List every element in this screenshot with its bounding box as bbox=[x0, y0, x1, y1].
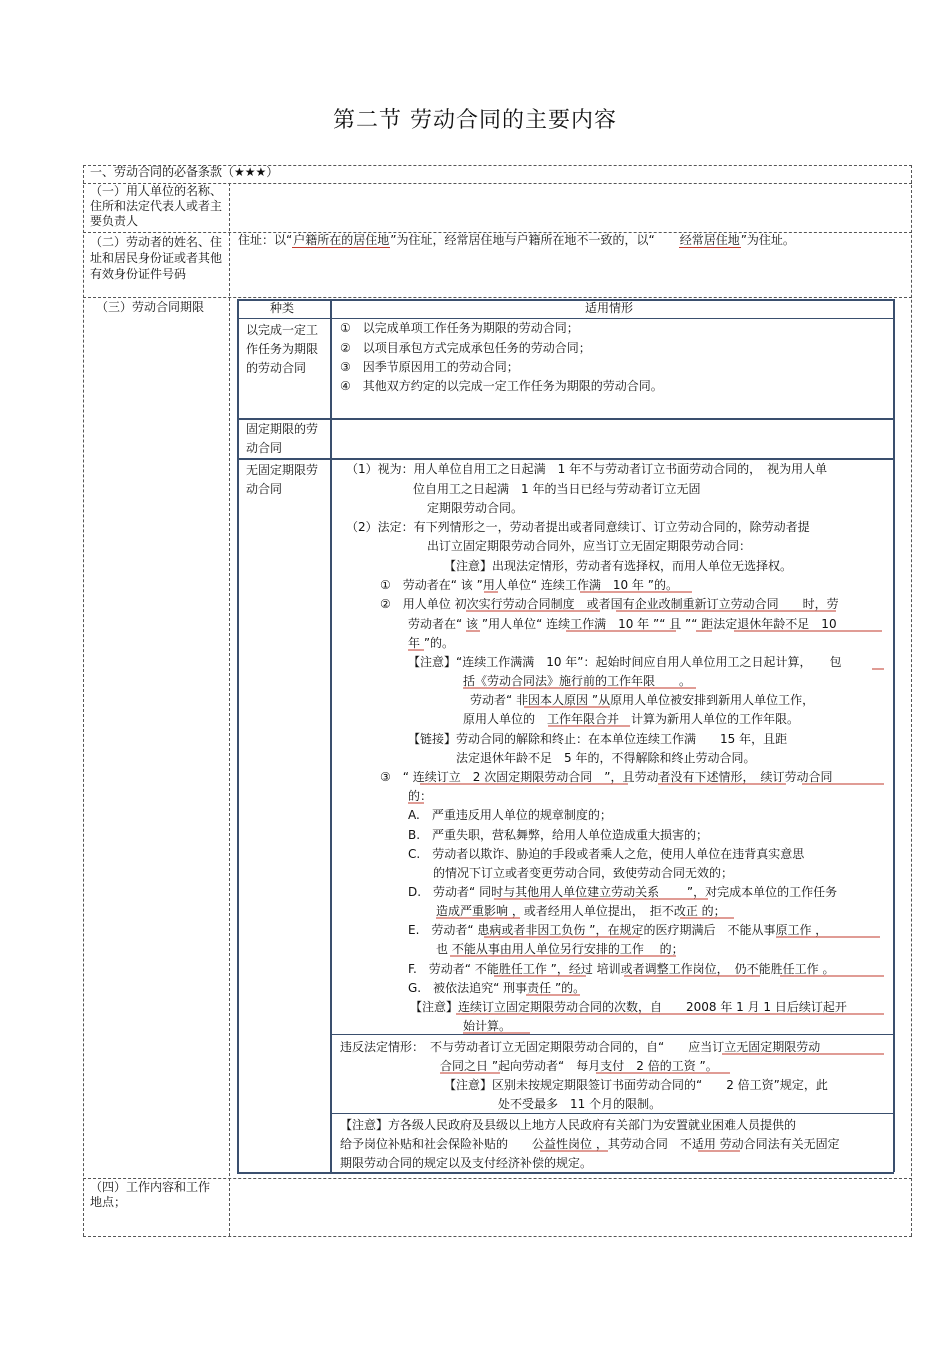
underlined-term: 经常居住地 bbox=[679, 233, 740, 247]
detail-line: 【注意】出现法定情形，劳动者有选择权，而用人单位无选择权。 bbox=[444, 559, 793, 573]
detail-line: 【注意】连续订立固定期限劳动合同的次数，自 2008 年 1 月 1 日后续订起开 bbox=[410, 1000, 847, 1014]
type-fixed-term: 固定期限的劳动合同 bbox=[246, 422, 319, 455]
note-line: 给予岗位补贴和社会保险补贴的 公益性岗位 ，其劳动合同 不适用 劳动合同法有关无固定 bbox=[340, 1137, 840, 1151]
detail-line: 的： bbox=[408, 789, 433, 803]
underlined-term: 户籍所在的居住地 bbox=[293, 233, 390, 247]
detail-line: ② 用人单位 初次实行劳动合同制度 或者国有企业改制重新订立劳动合同 时，劳 bbox=[380, 597, 839, 611]
detail-line: 法定退休年龄不足 5 年的，不得解除和终止劳动合同。 bbox=[456, 751, 756, 765]
violation-line: 合同之日 ”起向劳动者“ 每月支付 2 倍的工资 ”。 bbox=[440, 1059, 718, 1073]
detail-line: 【注意】“连续工作满满 10 年”：起始时间应自用人单位用工之日起计算， 包 bbox=[408, 655, 842, 669]
violation-line: 处不受最多 11 个月的限制。 bbox=[498, 1097, 662, 1111]
detail-line: 也 不能从事由用人单位另行安排的工作 的； bbox=[436, 942, 684, 956]
list-item: ③ 因季节原因用工的劳动合同； bbox=[340, 360, 519, 374]
detail-line: 劳动者在“ 该 ”用人单位“ 连续工作满 10 年 ”“ 且 ”“ 距法定退休年龄不足 10 bbox=[408, 617, 837, 631]
detail-line: F. 劳动者“ 不能胜任工作 ”，经过 培训或者调整工作岗位， 仍不能胜任工作 。 bbox=[408, 962, 835, 976]
section-heading: 一、劳动合同的必备条款（★★★） bbox=[90, 165, 279, 179]
row-content-address: 住址：以“户籍所在的居住地”为住址，经常居住地与户籍所在地不一致的，以“ 经常居住地”为住址。 bbox=[238, 233, 795, 247]
detail-line: B. 严重失职，营私舞弊，给用人单位造成重大损害的； bbox=[408, 828, 709, 842]
detail-line: 年 ”的。 bbox=[408, 636, 455, 650]
row-label-worker: （二）劳动者的姓名、住址和居民身份证或者其他有效身份证件号码 bbox=[90, 235, 223, 281]
detail-line: A. 严重违反用人单位的规章制度的； bbox=[408, 808, 612, 822]
detail-line: ③ “ 连续订立 2 次固定期限劳动合同 ”，且劳动者没有下述情形， 续订劳动合同 bbox=[380, 770, 833, 784]
note-line: 【注意】方各级人民政府及县级以上地方人民政府有关部门为安置就业困难人员提供的 bbox=[340, 1118, 797, 1132]
detail-line: G. 被依法追究“ 刑事责任 ”的。 bbox=[408, 981, 586, 995]
detail-line: 位自用工之日起满 1 年的当日已经与劳动者订立无固 bbox=[413, 482, 701, 496]
detail-line: 的情况下订立或者变更劳动合同，致使劳动合同无效的； bbox=[433, 866, 734, 880]
page-title: 第二节 劳动合同的主要内容 bbox=[333, 108, 617, 133]
row-label-work: （四）工作内容和工作地点； bbox=[90, 1180, 211, 1209]
detail-line: 造成严重影响 ，或者经用人单位提出， 拒不改正 的； bbox=[436, 904, 726, 918]
detail-line: 定期限劳动合同。 bbox=[427, 501, 524, 515]
list-item: ① 以完成单项工作任务为期限的劳动合同； bbox=[340, 321, 579, 335]
detail-line: C. 劳动者以欺诈、胁迫的手段或者乘人之危，使用人单位在违背真实意思 bbox=[408, 847, 805, 861]
detail-line: E. 劳动者“ 患病或者非因工负伤 ”，在规定的医疗期满后 不能从事原工作 ， bbox=[408, 923, 828, 937]
list-item: ② 以项目承包方式完成承包任务的劳动合同； bbox=[340, 341, 591, 355]
violation-line: 违反法定情形： 不与劳动者订立无固定期限劳动合同的，自“ 应当订立无固定期限劳动 bbox=[340, 1040, 821, 1054]
violation-line: 【注意】区别未按规定期限签订书面劳动合同的“ 2 倍工资”规定，此 bbox=[444, 1078, 828, 1092]
detail-line: （2）法定：有下列情形之一，劳动者提出或者同意续订、订立劳动合同的，除劳动者提 bbox=[346, 520, 810, 534]
detail-line: 原用人单位的 工作年限合并 计算为新用人单位的工作年限。 bbox=[463, 712, 800, 726]
type-open-ended: 无固定期限劳动合同 bbox=[246, 463, 319, 496]
detail-line: 始计算。 bbox=[463, 1019, 512, 1033]
list-item: ④ 其他双方约定的以完成一定工作任务为期限的劳动合同。 bbox=[340, 379, 663, 393]
detail-line: ① 劳动者在“ 该 ”用人单位“ 连续工作满 10 年 ”的。 bbox=[380, 578, 678, 592]
detail-line: 括《劳动合同法》施行前的工作年限 。 bbox=[463, 674, 692, 688]
detail-line: D. 劳动者“ 同时与其他用人单位建立劳动关系 ”，对完成本单位的工作任务 bbox=[408, 885, 838, 899]
inner-header-type: 种类 bbox=[270, 301, 295, 315]
note-line: 期限劳动合同的规定以及支付经济补偿的规定。 bbox=[340, 1156, 593, 1170]
type-task-based: 以完成一定工作任务为期限的劳动合同 bbox=[246, 323, 319, 375]
detail-line: 劳动者“ 非因本人原因 ”从原用人单位被安排到新用人单位工作， bbox=[470, 693, 815, 707]
detail-line: （1）视为：用人单位自用工之日起满 1 年不与劳动者订立书面劳动合同的， 视为用人单 bbox=[346, 462, 828, 476]
row-label-employer: （一）用人单位的名称、住所和法定代表人或者主要负责人 bbox=[90, 184, 223, 228]
detail-line: 【链接】劳动合同的解除和终止：在本单位连续工作满 15 年，且距 bbox=[408, 732, 788, 746]
inner-header-scope: 适用情形 bbox=[585, 301, 634, 315]
row-label-term: （三）劳动合同期限 bbox=[96, 300, 205, 314]
detail-line: 出订立固定期限劳动合同外，应当订立无固定期限劳动合同： bbox=[427, 539, 752, 553]
